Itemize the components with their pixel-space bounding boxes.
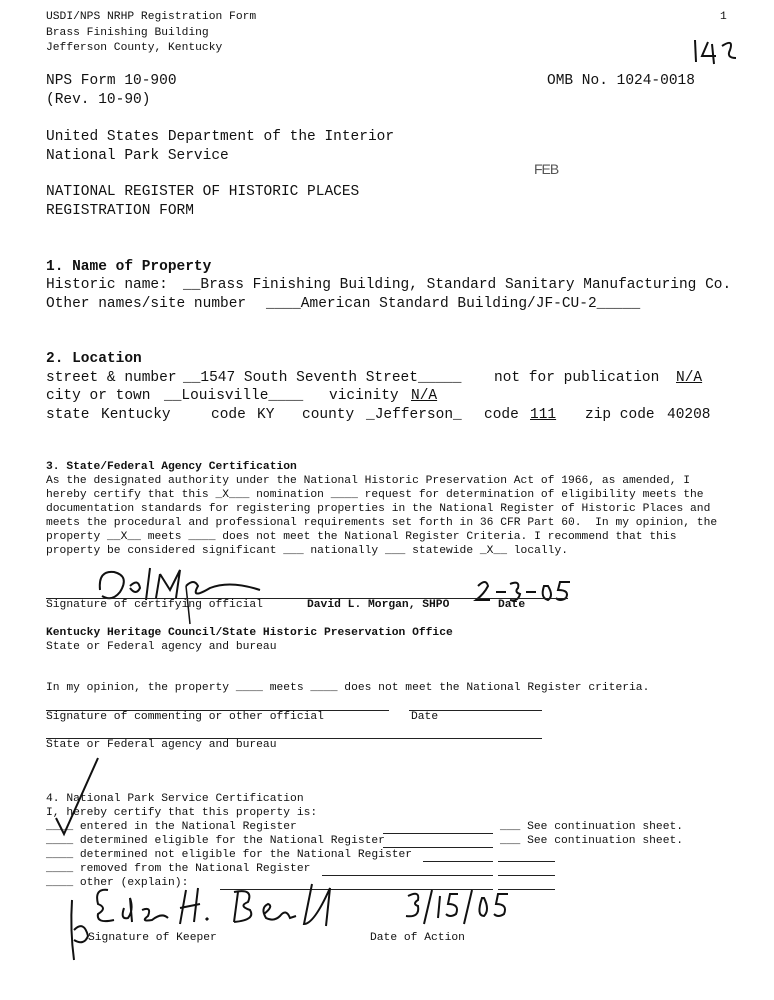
continuation-sheet-1: ___ See continuation sheet.	[500, 821, 684, 833]
zip-value: 40208	[667, 407, 711, 423]
other-names-label: Other names/site number	[46, 296, 247, 312]
not-for-publication-label: not for publication	[494, 370, 660, 386]
nps-item-entered: ____ entered in the National Register	[46, 821, 297, 833]
county-code-label: code	[484, 407, 519, 423]
form-title: REGISTRATION FORM	[46, 203, 194, 219]
certification-text-line: As the designated authority under the National Historic Preservation Act of 1966, as amended, I	[46, 475, 691, 487]
state-code-label: code	[211, 407, 246, 423]
city-value: __Louisville____	[164, 388, 304, 404]
certification-text-line: property __X__ meets ____ does not meet the National Register Criteria. I recommend that this	[46, 531, 677, 543]
certifying-date-label: Date	[498, 599, 526, 611]
section2-heading: 2. Location	[46, 351, 142, 367]
certifying-official-signature	[90, 560, 280, 630]
keeper-signature-label: Signature of Keeper	[88, 932, 217, 944]
running-header-property: Brass Finishing Building	[46, 27, 209, 39]
form-revision: (Rev. 10-90)	[46, 92, 151, 108]
certifying-bureau-label: State or Federal agency and bureau	[46, 641, 277, 653]
certification-text-line: hereby certify that this _X___ nomination ____ request for determination of eligibility meets the	[46, 489, 704, 501]
not-for-publication-value: N/A	[676, 370, 703, 386]
state-label: state	[46, 407, 90, 423]
vicinity-value: N/A	[411, 388, 438, 404]
opinion-line: In my opinion, the property ____ meets ____ does not meet the National Register criteria.	[46, 682, 650, 694]
service-name: National Park Service	[46, 148, 229, 164]
county-value: _Jefferson_	[366, 407, 462, 423]
running-header-form: USDI/NPS NRHP Registration Form	[46, 11, 257, 23]
keeper-signature	[68, 880, 368, 975]
county-code-value: 111	[530, 407, 557, 423]
running-header-county: Jefferson County, Kentucky	[46, 42, 223, 54]
department-name: United States Department of the Interior	[46, 129, 395, 145]
continuation-sheet-2: ___ See continuation sheet.	[500, 835, 684, 847]
certification-text-line: meets the procedural and professional requirements set forth in 36 CFR Part 60. In my opinion, the	[46, 517, 718, 529]
certification-text-line: property be considered significant ___ nationally ___ statewide _X__ locally.	[46, 545, 569, 557]
removed-date-rule	[498, 875, 555, 876]
register-title: NATIONAL REGISTER OF HISTORIC PLACES	[46, 184, 360, 200]
entered-signature-rule	[383, 833, 493, 834]
nps-item-removed: ____ removed from the National Register	[46, 863, 311, 875]
city-label: city or town	[46, 388, 151, 404]
county-label: county	[302, 407, 355, 423]
certification-text-line: documentation standards for registering properties in the National Register of Historic Places and	[46, 503, 711, 515]
historic-name-label: Historic name:	[46, 277, 168, 293]
certifying-official-name: David L. Morgan, SHPO	[307, 599, 450, 611]
zip-label: zip code	[585, 407, 655, 423]
omb-number: OMB No. 1024-0018	[547, 73, 695, 89]
state-code-value: KY	[257, 407, 275, 423]
nps-item-not-eligible: ____ determined not eligible for the National Register	[46, 849, 413, 861]
street-label: street & number	[46, 370, 177, 386]
state-value: Kentucky	[101, 407, 171, 423]
other-names-value: ____American Standard Building/JF-CU-2_____	[266, 296, 641, 312]
action-date-handwriting	[404, 888, 514, 928]
section3-heading: 3. State/Federal Agency Certification	[46, 461, 297, 473]
historic-name-value: __Brass Finishing Building, Standard Sanitary Manufacturing Co.	[183, 277, 732, 293]
street-value: __1547 South Seventh Street_____	[183, 370, 462, 386]
section4-intro: I, hereby certify that this property is:	[46, 807, 318, 819]
removed-signature-rule	[322, 875, 493, 876]
form-number: NPS Form 10-900	[46, 73, 177, 89]
certifying-office: Kentucky Heritage Council/State Historic Preservation Office	[46, 627, 453, 639]
eligible-signature-rule	[383, 847, 493, 848]
certifying-signature-label: Signature of certifying official	[46, 599, 263, 611]
section4-heading: 4. National Park Service Certification	[46, 793, 304, 805]
section1-heading: 1. Name of Property	[46, 259, 212, 275]
commenting-bureau-label: State or Federal agency and bureau	[46, 739, 277, 751]
not-eligible-date-rule	[498, 861, 555, 862]
commenting-signature-label: Signature of commenting or other official	[46, 711, 324, 723]
received-stamp: FEB	[534, 161, 559, 177]
not-eligible-signature-rule	[423, 861, 493, 862]
action-date-label: Date of Action	[370, 932, 465, 944]
handwritten-page-mark	[690, 36, 750, 66]
nps-item-other: ____ other (explain):	[46, 877, 189, 889]
page-number: 1	[720, 11, 727, 23]
nps-item-eligible: ____ determined eligible for the National Register	[46, 835, 385, 847]
commenting-date-label: Date	[411, 711, 439, 723]
entered-check-mark	[54, 756, 104, 836]
vicinity-label: vicinity	[329, 388, 399, 404]
